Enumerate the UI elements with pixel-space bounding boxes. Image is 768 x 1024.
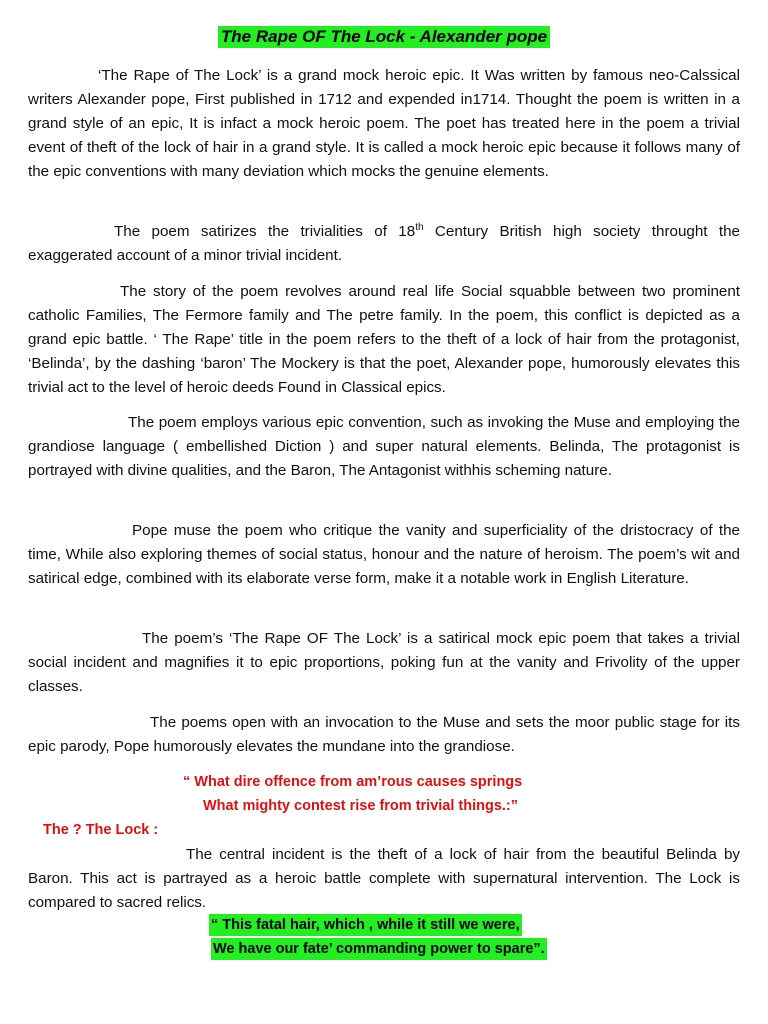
section-heading-the-lock: The ? The Lock :	[43, 822, 159, 838]
paragraph-conventions: The poem employs various epic convention, such as invoking the Muse and employing the grandiose language ( embellished Diction ) and super natural elements. Belinda, The protagonist is portrayed with divine qualities, and the Baron, The Antagonist withhis scheming nature.	[28, 414, 740, 479]
green-quote-line-2: We have our fate’ commanding power to spare”.	[211, 938, 547, 960]
title-wrap	[0, 26, 768, 48]
paragraph-satire-text-b: Century British high society throught the exaggerated account of a minor trivial incident.	[28, 223, 740, 264]
red-quote-line-1: “ What dire offence from am’rous causes springs	[183, 774, 523, 790]
superscript-th: th	[415, 221, 424, 233]
paragraph-satirical-mock: The poem’s ‘The Rape OF The Lock’ is a satirical mock epic poem that takes a trivial social incident and magnifies it to epic proportions, poking fun at the vanity and Frivolity of the upper classes.	[28, 630, 740, 695]
paragraph-critique: Pope muse the poem who critique the vanity and superficiality of the dristocracy of the time, While also exploring themes of social status, honour and the nature of heroism. The poem’s wit and satirical edge, combined with its elaborate verse form, make it a notable work in English Literature.	[28, 522, 740, 587]
red-quote-line-2: What mighty contest rise from trivial things.:”	[203, 798, 519, 814]
paragraph-central-incident: The central incident is the theft of a lock of hair from the beautiful Belinda by Baron. This act is partrayed as a heroic battle complete with supernatural intervention. The Lock is compared to sacred relics.	[28, 846, 740, 911]
green-quote-line-1: “ This fatal hair, which , while it still we were,	[209, 914, 522, 936]
document-title: The Rape OF The Lock - Alexander pope	[218, 26, 550, 48]
paragraph-satire-text-a: The poem satirizes the trivialities of 18	[114, 223, 416, 240]
paragraph-satire	[28, 220, 740, 268]
paragraph-intro: ‘The Rape of The Lock’ is a grand mock heroic epic. It Was written by famous neo-Calssical writers Alexander pope, First published in 1712 and expended in1714. Thought the poem is written in a grand style of an epic, It is infact a mock heroic poem. The poet has treated here in the poem a trivial event of theft of the lock of hair in a grand style. It is called a mock heroic epic because it follows many of the epic conventions with many deviation which mocks the genuine elements.	[28, 67, 740, 180]
paragraph-invocation: The poems open with an invocation to the Muse and sets the moor public stage for its epic parody, Pope humorously elevates the mundane into the grandiose.	[28, 714, 740, 755]
paragraph-story: The story of the poem revolves around real life Social squabble between two prominent catholic Families, The Fermore family and The petre family. In the poem, this conflict is depicted as a grand epic battle. ‘ The Rape’ title in the poem refers to the theft of a lock of hair from the protagonist, ‘Belinda’, by the dashing ‘baron’ The Mockery is that the poet, Alexander pope, humorously elevates this trivial act to the level of heroic deeds Found in Classical epics.	[28, 283, 740, 396]
